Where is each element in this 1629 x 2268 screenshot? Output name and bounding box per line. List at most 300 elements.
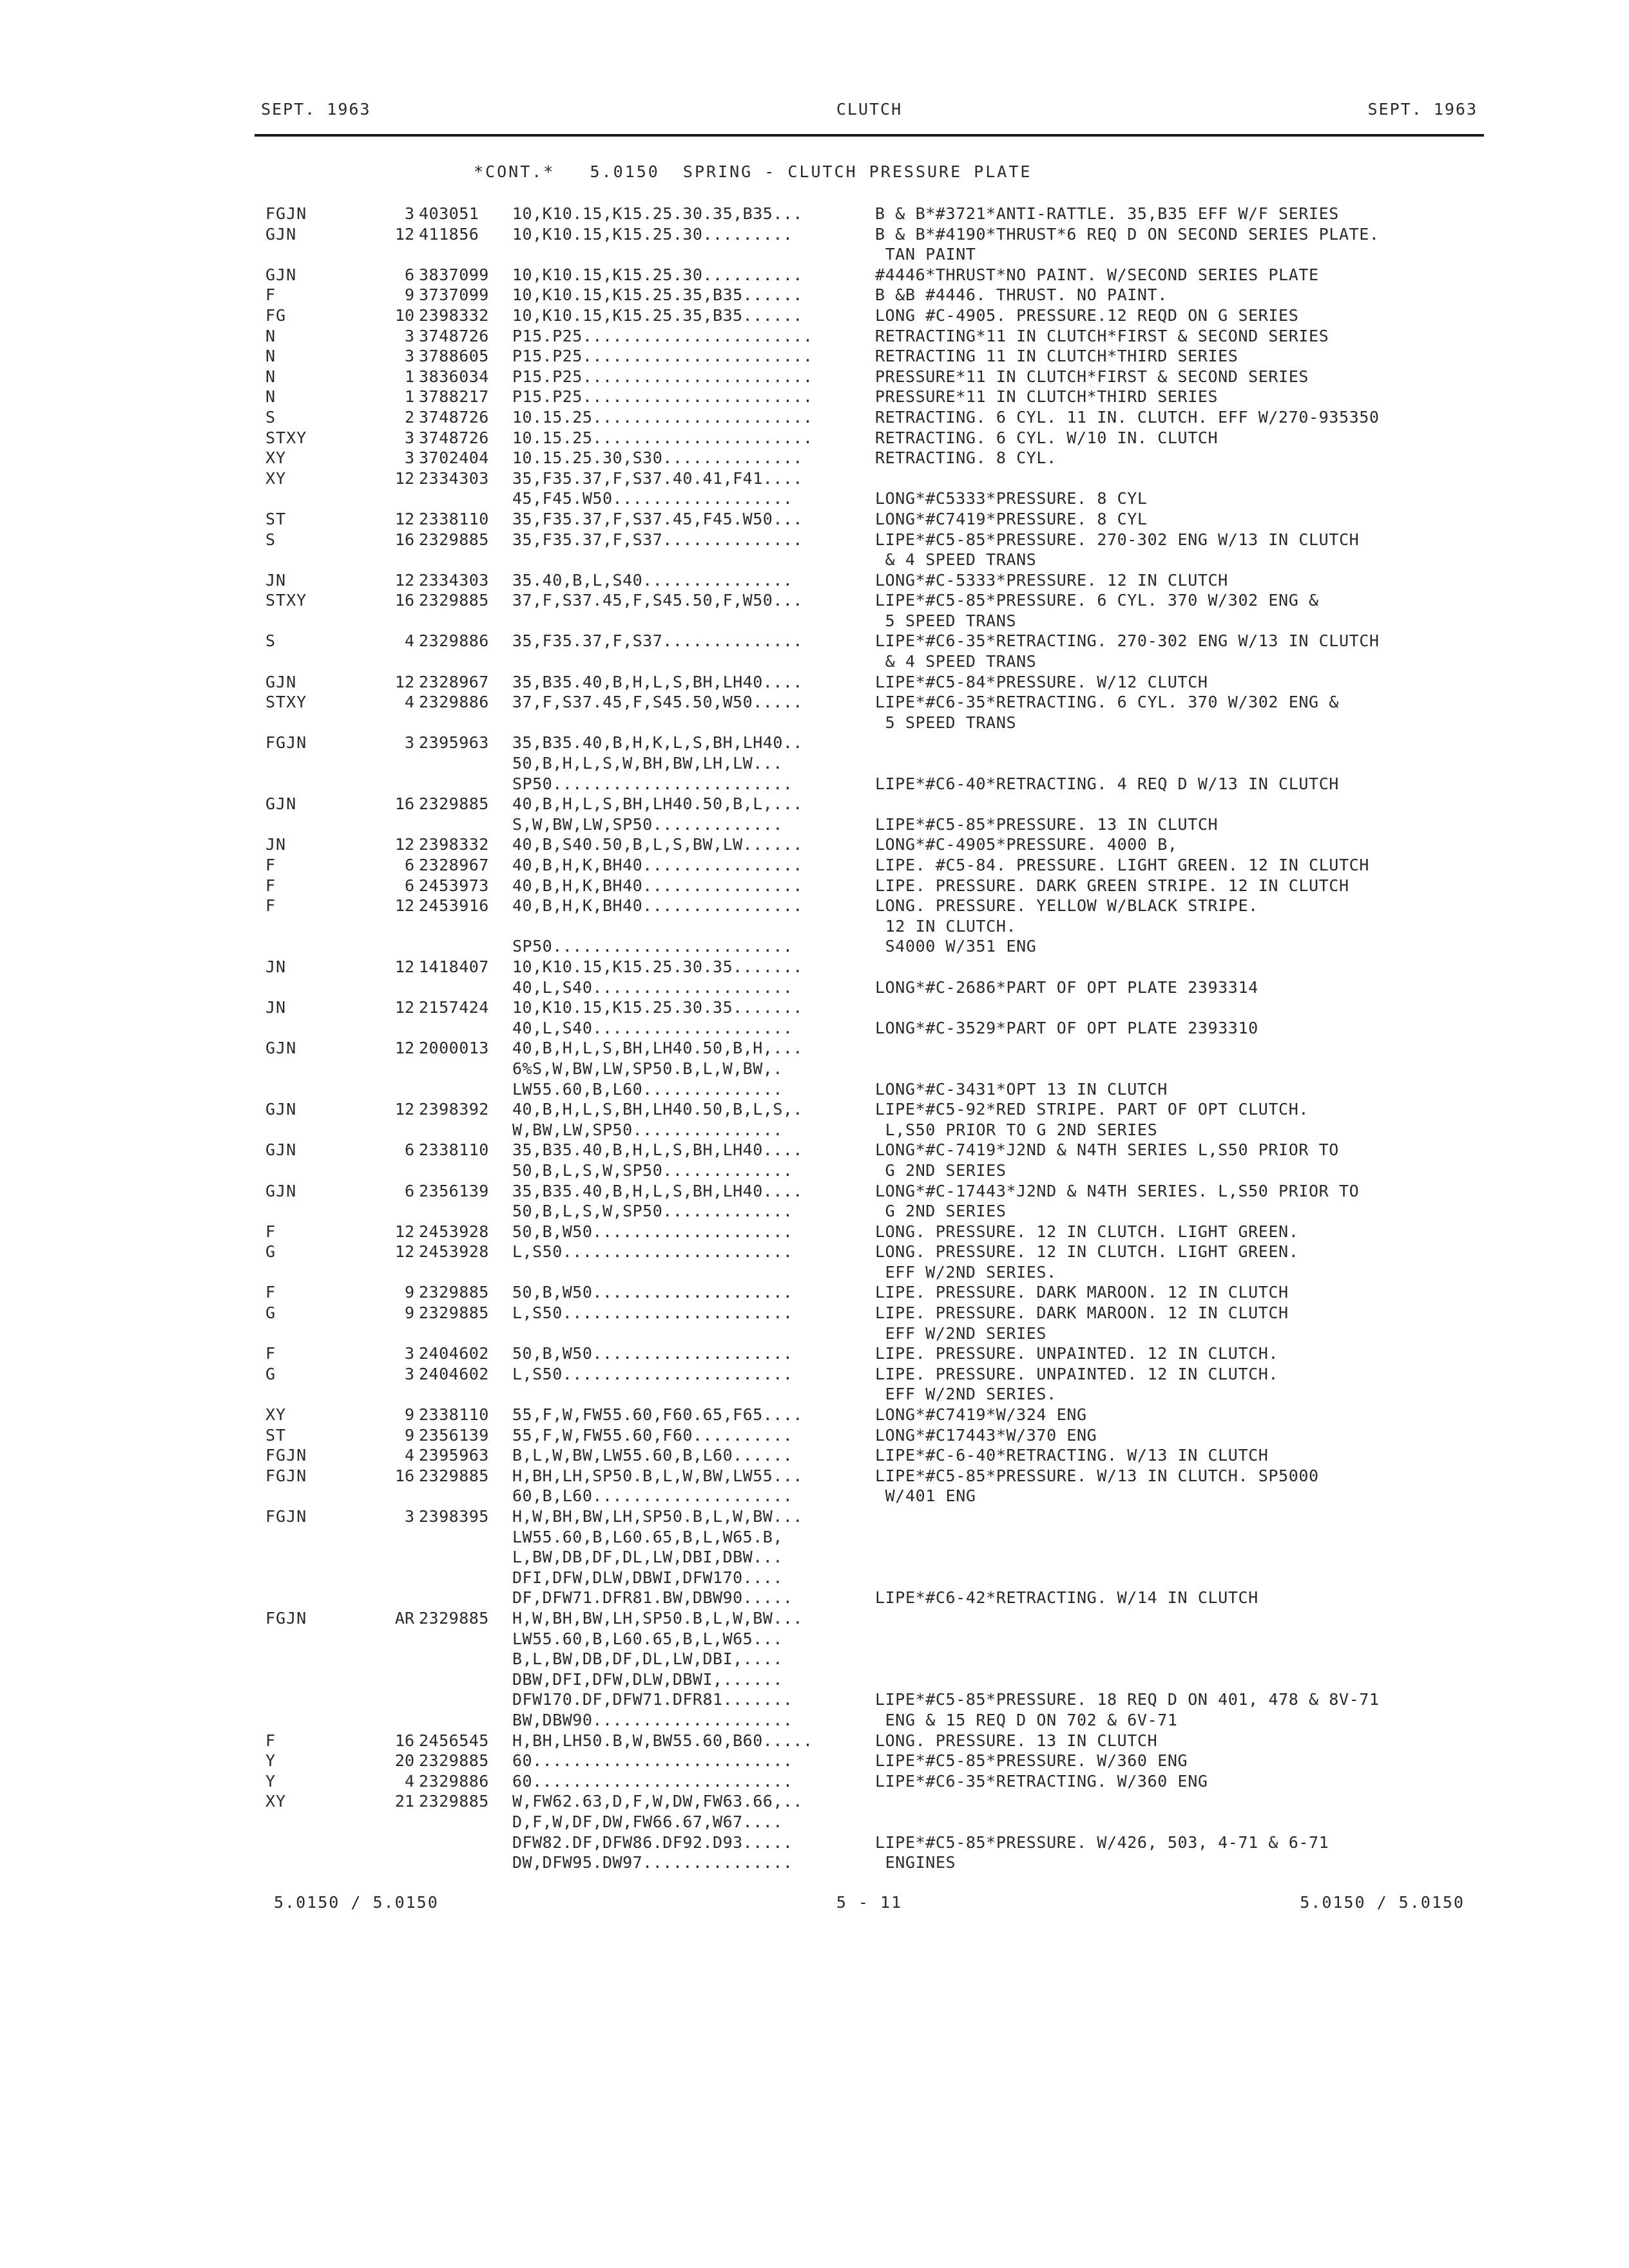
part-number: 2456545 (419, 1731, 489, 1750)
model-codes: XY (265, 1405, 287, 1425)
header-section: CLUTCH (836, 100, 903, 119)
quantity: 1 (404, 387, 414, 407)
application: 50,B,L,S,W,SP50............. (512, 1202, 793, 1221)
model-codes: S (265, 407, 276, 427)
description: LONG*#C-3529*PART OF OPT PLATE 2393310 (875, 1018, 1258, 1037)
list-item (0, 387, 1629, 407)
list-item (0, 1059, 1629, 1079)
application: 35,F35.37,F,S37.............. (512, 631, 803, 651)
model-codes: JN (265, 835, 287, 854)
list-item (0, 876, 1629, 896)
part-number: 3788217 (419, 387, 489, 407)
application: 35,B35.40,B,H,L,S,BH,LH40.... (512, 1140, 803, 1160)
description: RETRACTING. 6 CYL. 11 IN. CLUTCH. EFF W/270-935350 (875, 407, 1380, 427)
quantity: 9 (404, 1425, 414, 1445)
application: 55,F,W,FW55.60,F60.65,F65.... (512, 1405, 803, 1425)
part-number: 2328967 (419, 856, 489, 874)
list-item (0, 651, 1629, 672)
description: S4000 W/351 ENG (875, 937, 1037, 956)
model-codes: ST (265, 1425, 287, 1445)
model-codes: STXY (265, 591, 307, 610)
description: LIPE. PRESSURE. UNPAINTED. 12 IN CLUTCH. (875, 1364, 1279, 1383)
list-item (0, 1832, 1629, 1853)
list-item (0, 794, 1629, 814)
description: LONG*#C5333*PRESSURE. 8 CYL (875, 489, 1148, 508)
part-number: 2338110 (419, 1405, 489, 1425)
model-codes: F (265, 285, 276, 305)
quantity: 16 (394, 591, 414, 610)
description: LIPE*#C5-85*PRESSURE. W/426, 503, 4-71 & 6-71 (875, 1832, 1329, 1852)
description: LIPE*#C5-84*PRESSURE. W/12 CLUTCH (875, 672, 1208, 691)
list-item (0, 1364, 1629, 1385)
quantity: 3 (404, 1364, 414, 1383)
quantity: 3 (404, 326, 414, 345)
description: LIPE*#C6-40*RETRACTING. 4 REQ D W/13 IN CLUTCH (875, 774, 1339, 793)
model-codes: FGJN (265, 1466, 307, 1485)
list-item (0, 692, 1629, 713)
application: B,L,BW,DB,DF,DL,LW,DBI,.... (512, 1649, 783, 1669)
model-codes: Y (265, 1771, 276, 1791)
application: 40,B,H,L,S,BH,LH40.50,B,H,... (512, 1039, 803, 1058)
list-item (0, 1629, 1629, 1649)
model-codes: GJN (265, 265, 297, 284)
description: & 4 SPEED TRANS (875, 652, 1037, 671)
quantity: 3 (404, 347, 414, 366)
description: 5 SPEED TRANS (875, 611, 1017, 630)
description: LIPE*#C-6-40*RETRACTING. W/13 IN CLUTCH (875, 1446, 1269, 1465)
quantity: 6 (404, 1140, 414, 1160)
quantity: 3 (404, 1507, 414, 1526)
part-number: 2329885 (419, 1303, 489, 1323)
description: #4446*THRUST*NO PAINT. W/SECOND SERIES PLATE (875, 265, 1319, 284)
model-codes: S (265, 631, 276, 651)
description: W/401 ENG (875, 1486, 976, 1506)
quantity: 1 (404, 367, 414, 386)
list-item (0, 1160, 1629, 1181)
description: LONG. PRESSURE. 13 IN CLUTCH (875, 1731, 1158, 1750)
quantity: 9 (404, 1283, 414, 1302)
list-item (0, 428, 1629, 448)
description: B & B*#4190*THRUST*6 REQ D ON SECOND SERIES PLATE. (875, 224, 1380, 244)
part-number: 411856 (419, 224, 479, 244)
quantity: 4 (404, 631, 414, 651)
part-number: 2329886 (419, 1771, 489, 1791)
model-codes: GJN (265, 794, 297, 814)
description: LIPE*#C5-85*PRESSURE. 18 REQ D ON 401, 478 & 8V-71 (875, 1690, 1380, 1709)
list-item (0, 814, 1629, 835)
list-item (0, 774, 1629, 794)
application: 40,L,S40.................... (512, 1018, 793, 1037)
description: RETRACTING 11 IN CLUTCH*THIRD SERIES (875, 347, 1239, 366)
part-number: 2000013 (419, 1039, 489, 1058)
list-item (0, 407, 1629, 428)
description: LIPE. PRESSURE. DARK MAROON. 12 IN CLUTCH (875, 1303, 1289, 1323)
part-number: 2329885 (419, 591, 489, 610)
application: H,BH,LH,SP50.B,L,W,BW,LW55... (512, 1466, 803, 1485)
application: 55,F,W,FW55.60,F60.......... (512, 1425, 793, 1445)
model-codes: GJN (265, 1100, 297, 1119)
model-codes: XY (265, 448, 287, 468)
description: 12 IN CLUTCH. (875, 916, 1017, 936)
part-number: 2338110 (419, 509, 489, 528)
list-item (0, 1588, 1629, 1608)
list-item (0, 1099, 1629, 1120)
application: 60.......................... (512, 1751, 793, 1771)
model-codes: GJN (265, 1140, 297, 1160)
parts-listing (0, 204, 1629, 1873)
part-number: 2329885 (419, 530, 489, 549)
description: 5 SPEED TRANS (875, 713, 1017, 732)
list-item (0, 1466, 1629, 1486)
quantity: 20 (394, 1751, 414, 1771)
application: 37,F,S37.45,F,S45.50,W50..... (512, 693, 803, 712)
list-item (0, 1323, 1629, 1344)
list-item (0, 326, 1629, 347)
model-codes: F (265, 876, 276, 895)
quantity: 12 (394, 1100, 414, 1119)
application: H,BH,LH50.B,W,BW55.60,B60..... (512, 1731, 813, 1750)
list-item (0, 550, 1629, 570)
quantity: 6 (404, 856, 414, 874)
description: LONG #C-4905. PRESSURE.12 REQD ON G SERIES (875, 305, 1299, 325)
list-item (0, 1547, 1629, 1568)
description: LONG. PRESSURE. 12 IN CLUTCH. LIGHT GREEN. (875, 1242, 1299, 1262)
application: SP50........................ (512, 937, 793, 956)
application: 40,B,H,K,BH40................ (512, 856, 803, 874)
page-number: 5 - 11 (836, 1893, 903, 1912)
quantity: 16 (394, 530, 414, 549)
model-codes: XY (265, 468, 287, 488)
list-item (0, 1079, 1629, 1100)
application: DW,DFW95.DW97............... (512, 1853, 793, 1872)
application: 35,F35.37,F,S37.............. (512, 530, 803, 549)
quantity: 3 (404, 1344, 414, 1363)
part-number: 3737099 (419, 285, 489, 305)
part-number: 2329885 (419, 1608, 489, 1628)
list-item (0, 488, 1629, 509)
model-codes: STXY (265, 693, 307, 712)
application: W,BW,LW,SP50............... (512, 1120, 783, 1139)
quantity: 9 (404, 285, 414, 305)
application: W,FW62.63,D,F,W,DW,FW63.66,.. (512, 1792, 803, 1811)
application: LW55.60,B,L60.65,B,L,W65... (512, 1629, 783, 1648)
part-number: 3702404 (419, 448, 489, 468)
part-number: 2453916 (419, 896, 489, 916)
list-item (0, 448, 1629, 468)
application: 10,K10.15,K15.25.30.35....... (512, 998, 803, 1017)
application: 45,F45.W50.................. (512, 489, 793, 508)
quantity: 6 (404, 265, 414, 284)
part-number: 3788605 (419, 347, 489, 366)
model-codes: STXY (265, 428, 307, 447)
part-number: 2398332 (419, 835, 489, 854)
application: 35,F35.37,F,S37.40.41,F41.... (512, 468, 803, 488)
list-item (0, 753, 1629, 774)
part-number: 2334303 (419, 468, 489, 488)
description: PRESSURE*11 IN CLUTCH*THIRD SERIES (875, 387, 1219, 407)
model-codes: FGJN (265, 733, 307, 753)
model-codes: F (265, 896, 276, 916)
application: 10.15.25.30,S30.............. (512, 448, 803, 468)
model-codes: GJN (265, 1039, 297, 1058)
quantity: 12 (394, 224, 414, 244)
application: P15.P25....................... (512, 387, 813, 407)
application: 50,B,W50.................... (512, 1222, 793, 1241)
description: LIPE. #C5-84. PRESSURE. LIGHT GREEN. 12 IN CLUTCH (875, 856, 1369, 874)
application: DF,DFW71.DFR81.BW,DBW90..... (512, 1588, 793, 1608)
list-item (0, 936, 1629, 957)
part-number: 2329885 (419, 1466, 489, 1485)
list-item (0, 1710, 1629, 1731)
list-item (0, 1669, 1629, 1690)
part-number: 2329885 (419, 1283, 489, 1302)
list-item (0, 672, 1629, 693)
model-codes: GJN (265, 1181, 297, 1200)
header-rule (255, 134, 1484, 137)
quantity: 6 (404, 1181, 414, 1200)
quantity: AR (394, 1608, 414, 1628)
part-number: 2398395 (419, 1507, 489, 1526)
list-item (0, 1303, 1629, 1323)
description: EFF W/2ND SERIES (875, 1323, 1047, 1343)
section-title: *CONT.* 5.0150 SPRING - CLUTCH PRESSURE PLATE (474, 162, 1032, 181)
list-item (0, 204, 1629, 224)
quantity: 3 (404, 448, 414, 468)
quantity: 12 (394, 957, 414, 976)
quantity: 12 (394, 672, 414, 691)
part-number: 2398392 (419, 1100, 489, 1119)
description: LONG*#C7419*PRESSURE. 8 CYL (875, 509, 1148, 528)
application: 35,B35.40,B,H,L,S,BH,LH40.... (512, 1181, 803, 1200)
quantity: 4 (404, 1446, 414, 1465)
application: H,W,BH,BW,LH,SP50.B,L,W,BW... (512, 1608, 803, 1628)
quantity: 16 (394, 1731, 414, 1750)
quantity: 12 (394, 1242, 414, 1262)
model-codes: XY (265, 1792, 287, 1811)
application: B,L,W,BW,LW55.60,B,L60...... (512, 1446, 793, 1465)
application: 35.40,B,L,S40............... (512, 570, 793, 590)
description: LONG*#C-4905*PRESSURE. 4000 B, (875, 835, 1178, 854)
list-item (0, 1222, 1629, 1242)
description: EFF W/2ND SERIES. (875, 1262, 1057, 1282)
model-codes: JN (265, 570, 287, 590)
quantity: 3 (404, 204, 414, 223)
model-codes: F (265, 856, 276, 874)
list-item (0, 855, 1629, 876)
model-codes: FGJN (265, 1507, 307, 1526)
list-item (0, 896, 1629, 916)
application: 10,K10.15,K15.25.30.......... (512, 265, 803, 284)
application: SP50........................ (512, 774, 793, 793)
list-item (0, 509, 1629, 530)
application: 6%S,W,BW,LW,SP50.B,L,W,BW,. (512, 1059, 783, 1078)
part-number: 3836034 (419, 367, 489, 386)
quantity: 2 (404, 407, 414, 427)
model-codes: N (265, 367, 276, 386)
quantity: 12 (394, 896, 414, 916)
list-item (0, 1343, 1629, 1364)
quantity: 6 (404, 876, 414, 895)
application: 40,L,S40.................... (512, 977, 793, 997)
application: DFI,DFW,DLW,DBWI,DFW170.... (512, 1568, 783, 1587)
model-codes: FG (265, 305, 287, 325)
model-codes: JN (265, 957, 287, 976)
application: DFW82.DF,DFW86.DF92.D93..... (512, 1832, 793, 1852)
model-codes: N (265, 347, 276, 366)
list-item (0, 1771, 1629, 1792)
application: LW55.60,B,L60.............. (512, 1079, 783, 1099)
description: LIPE*#C5-92*RED STRIPE. PART OF OPT CLUTCH. (875, 1100, 1309, 1119)
list-item (0, 1791, 1629, 1812)
list-item (0, 997, 1629, 1018)
header-date-right: SEPT. 1963 (1367, 100, 1478, 119)
quantity: 16 (394, 1466, 414, 1485)
part-number: 2453928 (419, 1242, 489, 1262)
application: 50,B,L,S,W,SP50............. (512, 1160, 793, 1180)
application: 37,F,S37.45,F,S45.50,F,W50... (512, 591, 803, 610)
quantity: 12 (394, 570, 414, 590)
list-item (0, 1852, 1629, 1873)
list-item (0, 1242, 1629, 1262)
application: 50,B,H,L,S,W,BH,BW,LH,LW... (512, 754, 783, 773)
description: L,S50 PRIOR TO G 2ND SERIES (875, 1120, 1158, 1139)
description: LONG*#C-2686*PART OF OPT PLATE 2393314 (875, 977, 1258, 997)
part-number: 2395963 (419, 1446, 489, 1465)
quantity: 10 (394, 305, 414, 325)
quantity: 16 (394, 794, 414, 814)
model-codes: FGJN (265, 1446, 307, 1465)
application: L,S50....................... (512, 1242, 793, 1262)
list-item (0, 631, 1629, 651)
quantity: 12 (394, 998, 414, 1017)
description: LONG*#C-17443*J2ND & N4TH SERIES. L,S50 PRIOR TO (875, 1181, 1360, 1200)
description: LONG*#C-5333*PRESSURE. 12 IN CLUTCH (875, 570, 1228, 590)
quantity: 21 (394, 1792, 414, 1811)
list-item (0, 611, 1629, 631)
part-number: 2395963 (419, 733, 489, 753)
list-item (0, 244, 1629, 265)
quantity: 4 (404, 693, 414, 712)
description: LIPE*#C6-42*RETRACTING. W/14 IN CLUTCH (875, 1588, 1258, 1608)
description: TAN PAINT (875, 245, 976, 264)
part-number: 3748726 (419, 407, 489, 427)
part-number: 3748726 (419, 326, 489, 345)
description: G 2ND SERIES (875, 1160, 1007, 1180)
part-number: 2329886 (419, 693, 489, 712)
quantity: 12 (394, 509, 414, 528)
list-item (0, 570, 1629, 591)
application: 10.15.25...................... (512, 428, 813, 447)
model-codes: FGJN (265, 204, 307, 223)
part-number: 2329885 (419, 1751, 489, 1771)
description: RETRACTING. 8 CYL. (875, 448, 1057, 468)
list-item (0, 916, 1629, 937)
list-item (0, 1506, 1629, 1527)
list-item (0, 1018, 1629, 1039)
application: L,S50....................... (512, 1364, 793, 1383)
model-codes: FGJN (265, 1608, 307, 1628)
part-number: 3837099 (419, 265, 489, 284)
list-item (0, 1140, 1629, 1160)
description: ENG & 15 REQ D ON 702 & 6V-71 (875, 1710, 1178, 1729)
application: DFW170.DF,DFW71.DFR81....... (512, 1690, 793, 1709)
description: LIPE*#C5-85*PRESSURE. 270-302 ENG W/13 IN CLUTCH (875, 530, 1360, 549)
description: LIPE*#C6-35*RETRACTING. W/360 ENG (875, 1771, 1208, 1791)
list-item (0, 977, 1629, 998)
description: LIPE. PRESSURE. DARK MAROON. 12 IN CLUTCH (875, 1283, 1289, 1302)
model-codes: GJN (265, 224, 297, 244)
part-number: 3748726 (419, 428, 489, 447)
part-number: 2453973 (419, 876, 489, 895)
list-item (0, 265, 1629, 285)
model-codes: Y (265, 1751, 276, 1771)
description: LIPE*#C5-85*PRESSURE. W/13 IN CLUTCH. SP5000 (875, 1466, 1319, 1485)
list-item (0, 1731, 1629, 1751)
quantity: 4 (404, 1771, 414, 1791)
list-item (0, 1384, 1629, 1405)
description: LONG*#C17443*W/370 ENG (875, 1425, 1097, 1445)
part-number: 2356139 (419, 1425, 489, 1445)
description: PRESSURE*11 IN CLUTCH*FIRST & SECOND SERIES (875, 367, 1309, 386)
application: DBW,DFI,DFW,DLW,DBWI,...... (512, 1669, 783, 1689)
model-codes: F (265, 1731, 276, 1750)
application: 10,K10.15,K15.25.30......... (512, 224, 793, 244)
quantity: 9 (404, 1303, 414, 1323)
list-item (0, 1689, 1629, 1710)
description: LIPE. PRESSURE. UNPAINTED. 12 IN CLUTCH. (875, 1344, 1279, 1363)
list-item (0, 1181, 1629, 1202)
description: RETRACTING. 6 CYL. W/10 IN. CLUTCH (875, 428, 1219, 447)
model-codes: N (265, 326, 276, 345)
description: LIPE*#C5-85*PRESSURE. 6 CYL. 370 W/302 ENG & (875, 591, 1319, 610)
list-item (0, 590, 1629, 611)
application: P15.P25....................... (512, 326, 813, 345)
application: L,S50....................... (512, 1303, 793, 1323)
application: 40,B,H,K,BH40................ (512, 876, 803, 895)
model-codes: ST (265, 509, 287, 528)
description: LIPE*#C6-35*RETRACTING. 6 CYL. 370 W/302 ENG & (875, 693, 1339, 712)
application: BW,DBW90.................... (512, 1710, 793, 1729)
list-item (0, 530, 1629, 550)
model-codes: F (265, 1344, 276, 1363)
list-item (0, 733, 1629, 753)
model-codes: F (265, 1222, 276, 1241)
list-item (0, 468, 1629, 489)
application: 60.......................... (512, 1771, 793, 1791)
header-date-left: SEPT. 1963 (261, 100, 371, 119)
part-number: 403051 (419, 204, 479, 223)
quantity: 3 (404, 428, 414, 447)
description: ENGINES (875, 1853, 956, 1872)
application: 60,B,L60.................... (512, 1486, 793, 1506)
description: LIPE. PRESSURE. DARK GREEN STRIPE. 12 IN CLUTCH (875, 876, 1349, 895)
description: RETRACTING*11 IN CLUTCH*FIRST & SECOND SERIES (875, 326, 1329, 345)
list-item (0, 1120, 1629, 1140)
list-item (0, 1486, 1629, 1506)
model-codes: G (265, 1364, 276, 1383)
page-footer (274, 1893, 1465, 1919)
list-item (0, 1649, 1629, 1669)
part-number: 2328967 (419, 672, 489, 691)
part-number: 2398332 (419, 305, 489, 325)
list-item (0, 1568, 1629, 1588)
application: L,BW,DB,DF,DL,LW,DBI,DBW... (512, 1548, 783, 1567)
description: LONG. PRESSURE. YELLOW W/BLACK STRIPE. (875, 896, 1258, 916)
list-item (0, 957, 1629, 977)
quantity: 12 (394, 1039, 414, 1058)
description: LONG*#C7419*W/324 ENG (875, 1405, 1087, 1425)
description: & 4 SPEED TRANS (875, 550, 1037, 570)
